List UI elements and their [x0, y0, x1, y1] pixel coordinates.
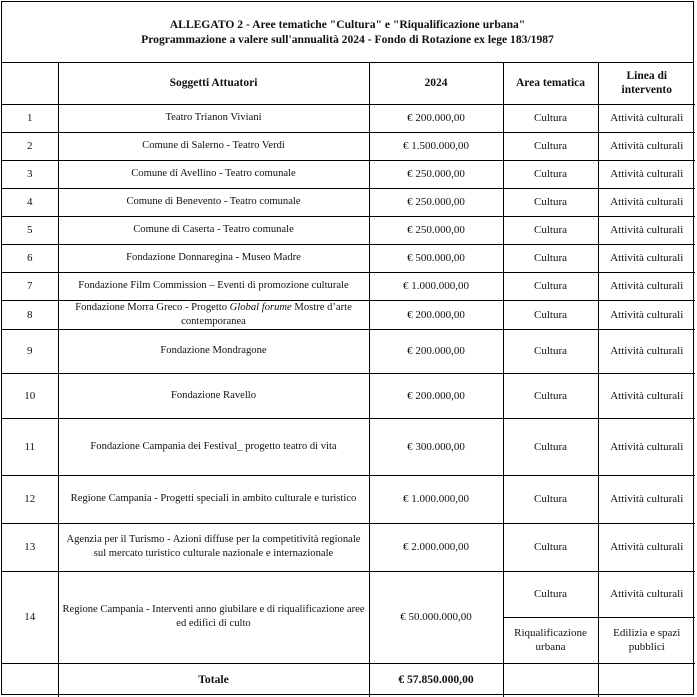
row-index: 12: [2, 475, 58, 523]
total-index: [2, 663, 58, 697]
row-index: 7: [2, 272, 58, 300]
row-amount: € 50.000.000,00: [369, 571, 503, 663]
table-row: [2, 244, 695, 272]
row-subject: Teatro Trianon Viviani: [58, 104, 369, 132]
header-area: Area tematica: [503, 62, 598, 104]
row-amount: € 200.000,00: [369, 300, 503, 329]
row-line: Attività culturali: [598, 272, 695, 300]
row-amount: € 250.000,00: [369, 188, 503, 216]
row-subject: Fondazione Film Commission – Eventi di promozione culturale: [58, 272, 369, 300]
row-area: Cultura: [503, 373, 598, 418]
row-area: Cultura: [503, 188, 598, 216]
row-subject: [58, 300, 369, 329]
row-line: Attività culturali: [598, 160, 695, 188]
table-row: [2, 475, 695, 523]
row-amount: € 500.000,00: [369, 244, 503, 272]
row-subject: Regione Campania - Progetti speciali in ambito culturale e turistico: [58, 475, 369, 523]
row-amount: € 200.000,00: [369, 373, 503, 418]
table-row: [2, 571, 695, 617]
row-subject: Fondazione Donnaregina - Museo Madre: [58, 244, 369, 272]
row-line: Attività culturali: [598, 329, 695, 373]
row-index: 1: [2, 104, 58, 132]
row-line: Attività culturali: [598, 188, 695, 216]
table-row: [2, 104, 695, 132]
row-subject: Fondazione Ravello: [58, 373, 369, 418]
row-area: Cultura: [503, 216, 598, 244]
table-row: [2, 216, 695, 244]
header-index: [2, 62, 58, 104]
header-subject: Soggetti Attuatori: [58, 62, 369, 104]
table-row: [2, 188, 695, 216]
row-line: Attività culturali: [598, 373, 695, 418]
row-line: Attività culturali: [598, 244, 695, 272]
total-row: [2, 663, 695, 697]
header-line: Linea di intervento: [598, 62, 695, 104]
table-row: [2, 523, 695, 571]
document-sheet: [1, 1, 694, 695]
row-area: Cultura: [503, 132, 598, 160]
row-amount: € 250.000,00: [369, 160, 503, 188]
total-amount: € 57.850.000,00: [369, 663, 503, 697]
row-subject: Fondazione Mondragone: [58, 329, 369, 373]
row-amount: € 2.000.000,00: [369, 523, 503, 571]
row-line: Attività culturali: [598, 300, 695, 329]
total-line: [598, 663, 695, 697]
table-row: [2, 373, 695, 418]
total-area: [503, 663, 598, 697]
document-header: [2, 2, 693, 63]
row-line: Attività culturali: [598, 132, 695, 160]
row-subject: Comune di Caserta - Teatro comunale: [58, 216, 369, 244]
row-amount: € 250.000,00: [369, 216, 503, 244]
row-line: Attività culturali: [598, 475, 695, 523]
row-area: Cultura: [503, 104, 598, 132]
row-amount: € 200.000,00: [369, 104, 503, 132]
row-line: Attività culturali: [598, 523, 695, 571]
allocation-table: [2, 62, 695, 697]
row-amount: € 200.000,00: [369, 329, 503, 373]
row-index: 10: [2, 373, 58, 418]
row-area: Cultura: [503, 523, 598, 571]
row-index: 14: [2, 571, 58, 663]
row-subject: Agenzia per il Turismo - Azioni diffuse per la competitività regionale sul mercato turistico culturale nazionale e internazionale: [58, 523, 369, 571]
table-row: [2, 132, 695, 160]
row-index: 13: [2, 523, 58, 571]
row-line: Attività culturali: [598, 418, 695, 475]
row-subject: Comune di Salerno - Teatro Verdi: [58, 132, 369, 160]
row-subject: Fondazione Campania dei Festival_ progetto teatro di vita: [58, 418, 369, 475]
row-index: 6: [2, 244, 58, 272]
table-row: [2, 329, 695, 373]
subject-text-italic: Global forume: [229, 301, 292, 313]
row-area: Cultura: [503, 272, 598, 300]
subject-text-a: Fondazione Morra Greco - Progetto: [75, 301, 230, 313]
subject-text-b: Mostre d’arte contemporanea: [181, 301, 352, 327]
row-area: Cultura: [503, 329, 598, 373]
table-row: [2, 300, 695, 329]
row-amount: € 1.000.000,00: [369, 475, 503, 523]
row-subject: Comune di Benevento - Teatro comunale: [58, 188, 369, 216]
row-area-secondary: Riqualificazione urbana: [503, 617, 598, 663]
row-index: 5: [2, 216, 58, 244]
row-area: Cultura: [503, 475, 598, 523]
row-line: Attività culturali: [598, 104, 695, 132]
row-index: 2: [2, 132, 58, 160]
row-amount: € 1.000.000,00: [369, 272, 503, 300]
row-index: 11: [2, 418, 58, 475]
document-title: ALLEGATO 2 - Aree tematiche "Cultura" e "Riqualificazione urbana": [169, 18, 526, 31]
table-header-row: [2, 62, 695, 104]
row-index: 9: [2, 329, 58, 373]
table-row: [2, 160, 695, 188]
row-amount: € 1.500.000,00: [369, 132, 503, 160]
row-index: 3: [2, 160, 58, 188]
row-line: Attività culturali: [598, 216, 695, 244]
row-line: Attività culturali: [598, 571, 695, 617]
row-area: Cultura: [503, 244, 598, 272]
row-area: Cultura: [503, 300, 598, 329]
document-subtitle: Programmazione a valere sull'annualità 2024 - Fondo di Rotazione ex lege 183/1987: [141, 33, 554, 46]
row-index: 8: [2, 300, 58, 329]
row-index: 4: [2, 188, 58, 216]
row-area: Cultura: [503, 160, 598, 188]
row-amount: € 300.000,00: [369, 418, 503, 475]
row-line-secondary: Edilizia e spazi pubblici: [598, 617, 695, 663]
row-area: Cultura: [503, 418, 598, 475]
header-year: 2024: [369, 62, 503, 104]
table-row: [2, 418, 695, 475]
row-area: Cultura: [503, 571, 598, 617]
table-row: [2, 272, 695, 300]
total-label: Totale: [58, 663, 369, 697]
row-subject: Regione Campania - Interventi anno giubilare e di riqualificazione aree ed edifici di culto: [58, 571, 369, 663]
row-subject: Comune di Avellino - Teatro comunale: [58, 160, 369, 188]
